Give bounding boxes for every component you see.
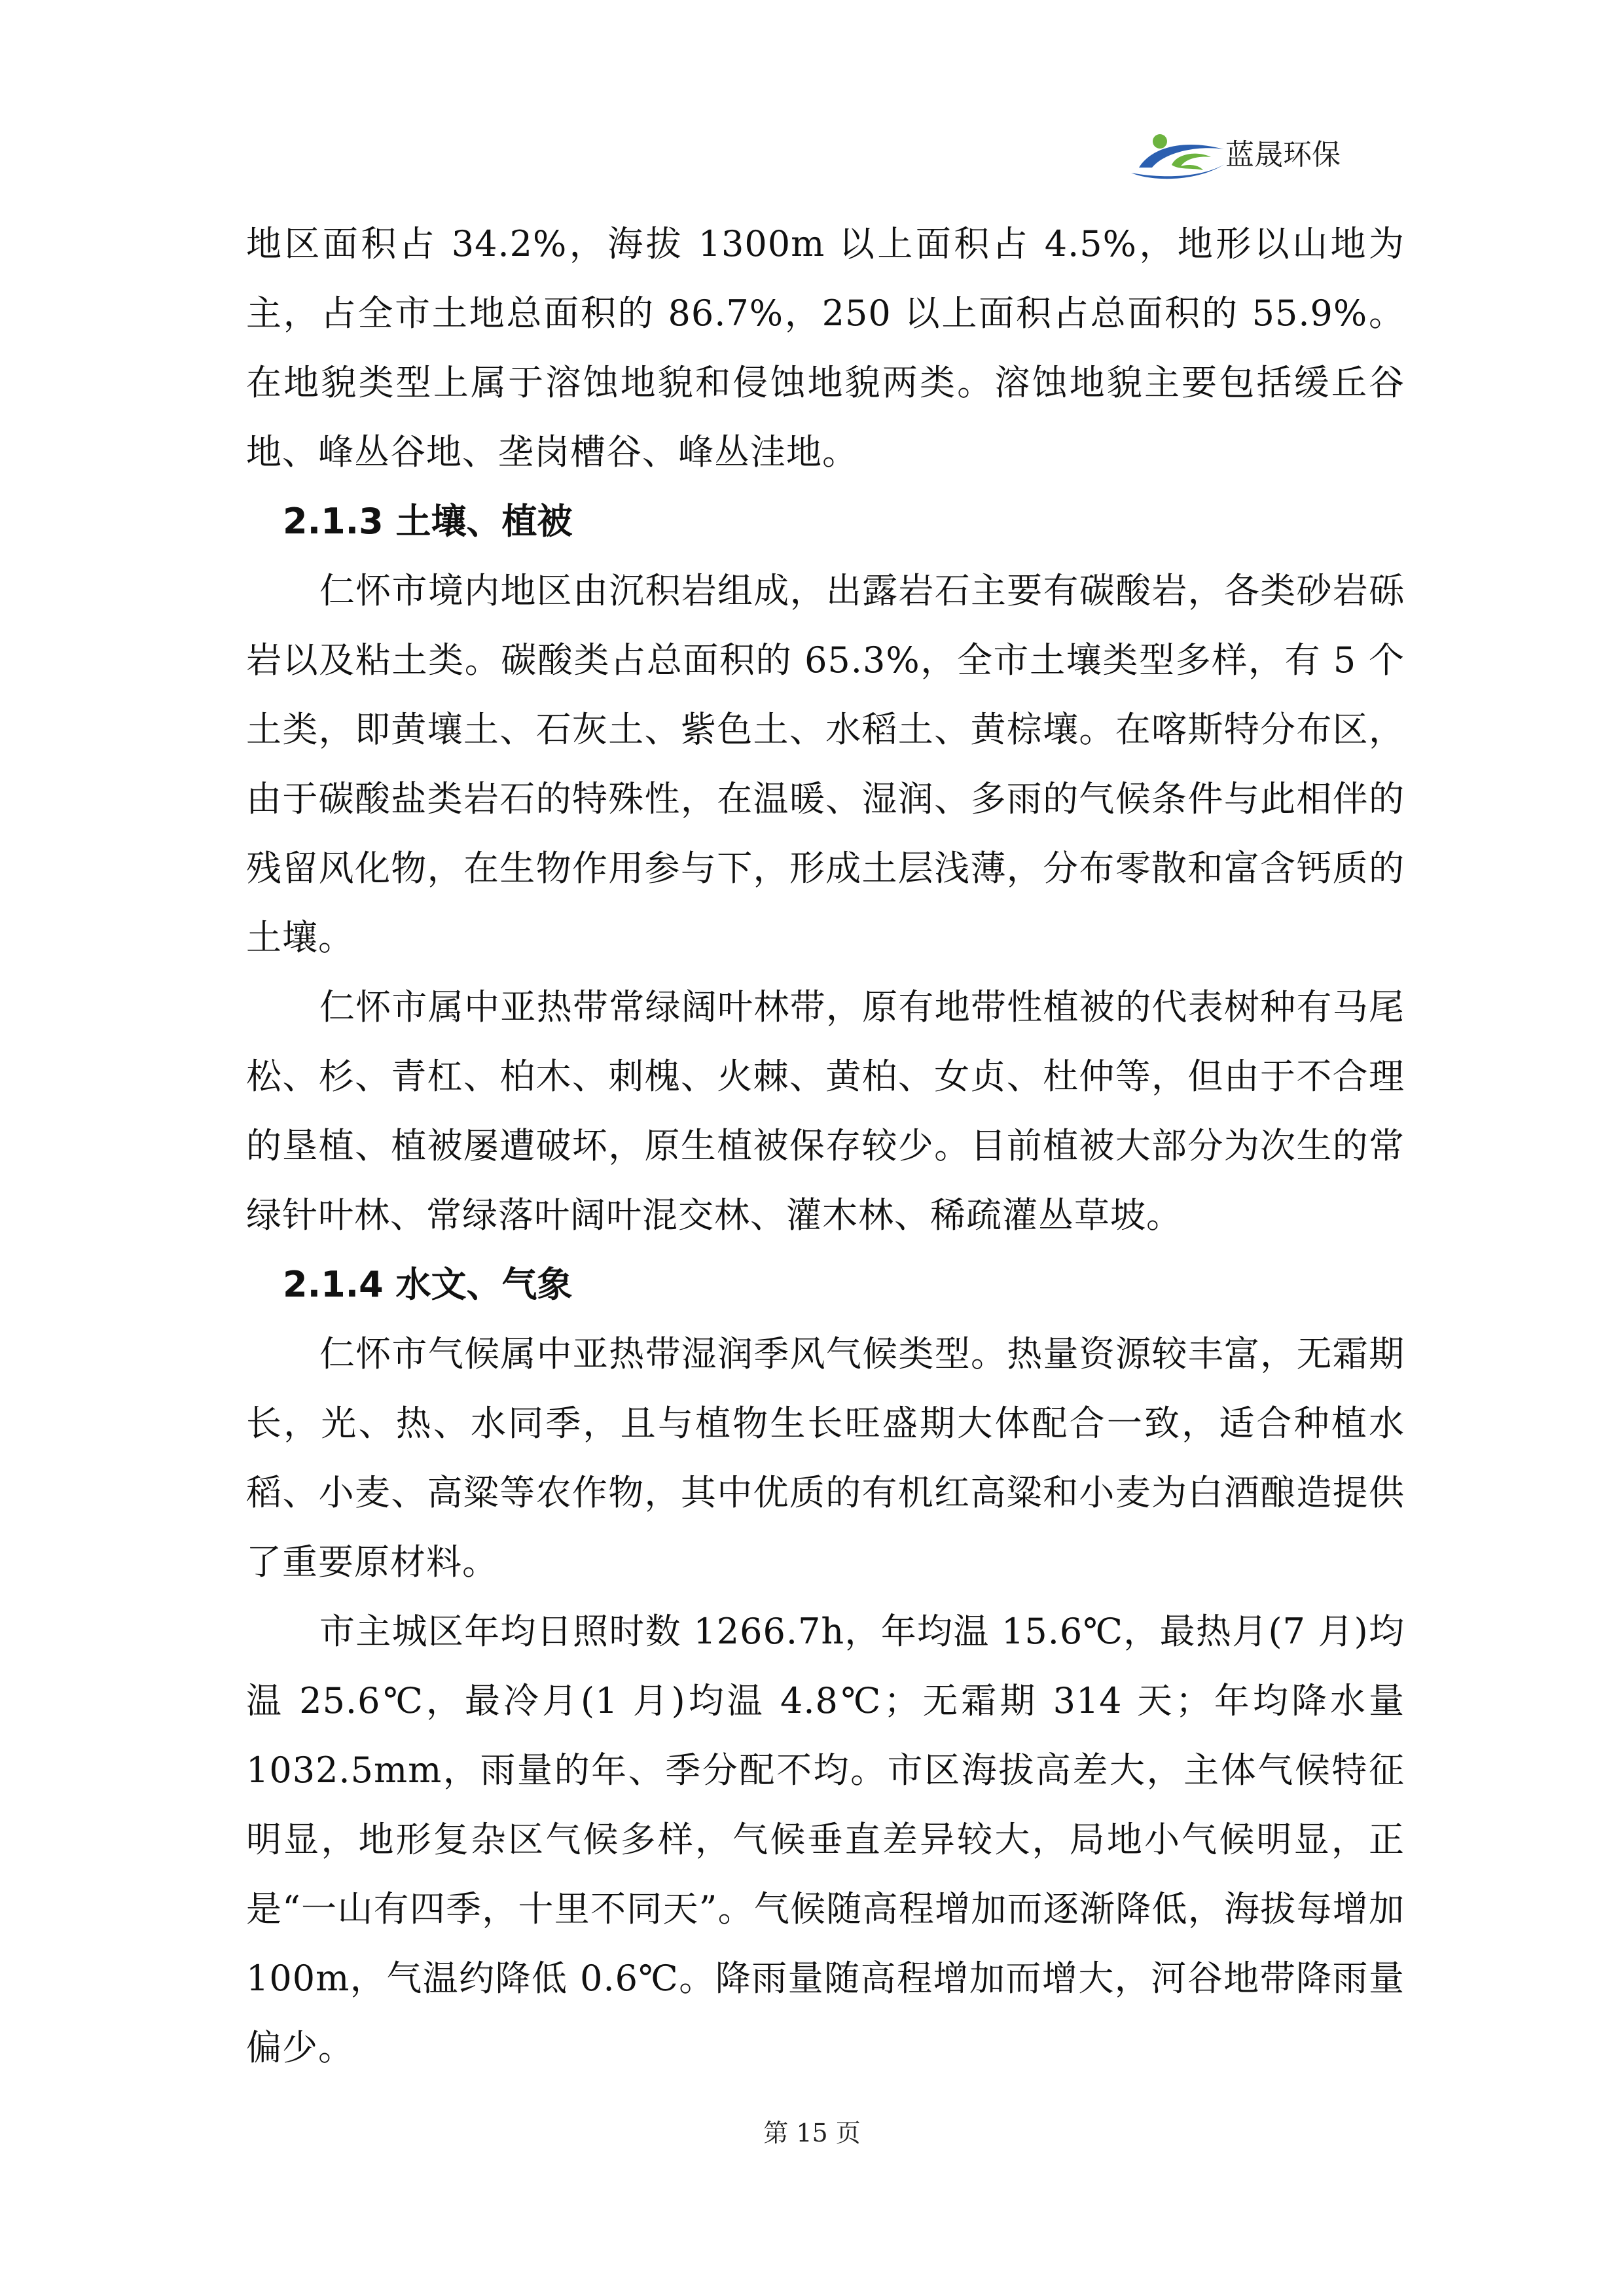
lansheng-logo-icon xyxy=(1126,127,1231,186)
section-heading-2-1-4: 2.1.4 水文、气象 xyxy=(283,1264,573,1305)
paragraph-climate-type: 仁怀市气候属中亚热带湿润季风气候类型。热量资源较丰富，无霜期长，光、热、水同季，且与植物生长旺盛期大体配合一致，适合种植水稻、小麦、高粱等农作物，其中优质的有机红高粱和小麦为白酒酿造提供了重要原材料。 xyxy=(246,1333,1405,1583)
section-heading-2-1-3: 2.1.3 土壤、植被 xyxy=(283,501,573,542)
paragraph-climate-stats: 市主城区年均日照时数 1266.7h，年均温 15.6℃，最热月(7 月)均温 25.6℃，最冷月(1 月)均温 4.8℃；无霜期 314 天；年均降水量 1032.5mm，雨量的年、季分配不均。市区海拔高差大，主体气候特征明显，地形复杂区气候多样，气候垂直差异较大，局地小气候明显，正是“一山有四季，十里不同天”。气候随高程增加而逐渐降低，海拔每增加 100m，气温约降低 0.6℃。降雨量随高程增加而增大，河谷地带降雨量偏少。 xyxy=(246,1611,1405,2068)
paragraph-soil: 仁怀市境内地区由沉积岩组成，出露岩石主要有碳酸岩，各类砂岩砾岩以及粘土类。碳酸类占总面积的 65.3%，全市土壤类型多样，有 5 个土类，即黄壤土、石灰土、紫色土、水稻土、黄棕壤。在喀斯特分布区，由于碳酸盐类岩石的特殊性，在温暖、湿润、多雨的气候条件与此相伴的残留风化物，在生物作用参与下，形成土层浅薄，分布零散和富含钙质的土壤。 xyxy=(246,570,1405,958)
page-number: 第 15 页 xyxy=(763,2119,861,2147)
brand-name: 蓝晟环保 xyxy=(1225,138,1341,171)
paragraph-terrain: 地区面积占 34.2%，海拔 1300m 以上面积占 4.5%，地形以山地为主，占全市土地总面积的 86.7%，250 以上面积占总面积的 55.9%。在地貌类型上属于溶蚀地貌和侵蚀地貌两类。溶蚀地貌主要包括缓丘谷地、峰丛谷地、垄岗槽谷、峰丛洼地。 xyxy=(246,223,1405,473)
document-body xyxy=(246,209,1405,2083)
page-header xyxy=(1126,111,1434,190)
paragraph-vegetation: 仁怀市属中亚热带常绿阔叶林带，原有地带性植被的代表树种有马尾松、杉、青杠、柏木、刺槐、火棘、黄柏、女贞、杜仲等，但由于不合理的垦植、植被屡遭破坏，原生植被保存较少。目前植被大部分为次生的常绿针叶林、常绿落叶阔叶混交林、灌木林、稀疏灌丛草坡。 xyxy=(246,986,1405,1236)
